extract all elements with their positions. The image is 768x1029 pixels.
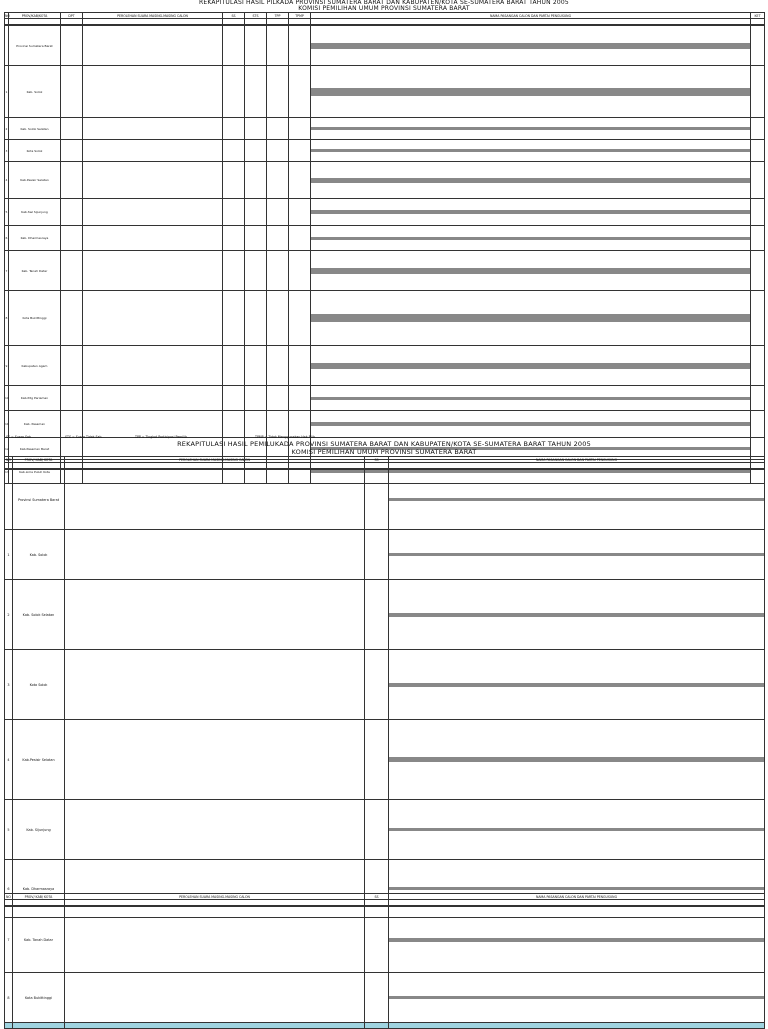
region-name: Kab.Pasaman Barat: [9, 438, 61, 460]
sheet2-table: [4, 456, 765, 469]
row-number: 13: [5, 460, 9, 484]
value-cell: [245, 162, 267, 199]
candidate-list: [311, 386, 751, 411]
candidate-list: [311, 66, 751, 118]
sheet2-header-no: NO: [6, 457, 11, 462]
sheet2-body: [4, 469, 765, 918]
value-cell: [289, 291, 311, 346]
candidate-list: [311, 251, 751, 291]
row-number: 8: [5, 291, 9, 346]
value-cell: [61, 291, 83, 346]
value-cell: [83, 251, 223, 291]
candidate-line: [389, 761, 764, 762]
value-cell: [267, 251, 289, 291]
value-cell: [267, 386, 289, 411]
value-cell: [61, 66, 83, 118]
region-name: Kabupaten Agam: [9, 346, 61, 386]
value-cell: [83, 226, 223, 251]
region-name: Kota Solok: [9, 140, 61, 162]
region-name: Kab. Dharmasraya: [9, 226, 61, 251]
value-cell: [223, 140, 245, 162]
highlighted-cell: [5, 1023, 13, 1029]
table-row: [5, 470, 765, 530]
region-name: Kab. Solok: [9, 66, 61, 118]
region-name: Provinsi Sumatera Barat: [9, 26, 61, 66]
sheet3-header-ss: SS: [365, 894, 389, 900]
sheet3-header-region: PROV/ KAB/ KOTA: [13, 894, 65, 900]
footnote-sts: STS = Suara Tidak Sah: [65, 435, 102, 439]
value-cell: [267, 66, 289, 118]
sheet3-table: [4, 893, 765, 906]
table-row: [5, 291, 765, 346]
footnote-tpp: TPP = Tingkat Partisipasi Pemilih: [135, 435, 188, 439]
vote-cell: [65, 800, 365, 860]
table-row: [5, 251, 765, 291]
candidate-list: [311, 291, 751, 346]
region-name: Kab.Pesisir Selatan: [13, 720, 65, 800]
table-row: [5, 346, 765, 386]
value-cell: [267, 226, 289, 251]
value-cell: [267, 162, 289, 199]
sheet1-title: REKAPITULASI HASIL PILKADA PROVINSI SUMATERA BARAT DAN KABUPATEN/KOTA SE-SUMATERA BARAT TAHUN 2005: [199, 0, 569, 6]
ket-cell: [751, 251, 765, 291]
vote-cell: [65, 720, 365, 800]
recap-sheet-2: [0, 440, 768, 918]
vote-cell: [65, 650, 365, 720]
sheet1-header-tpp: TPP: [267, 13, 289, 19]
row-number: [5, 470, 13, 530]
ss-cell: [365, 907, 389, 973]
region-name: Kota Solok: [13, 650, 65, 720]
recap-sheet-3: [0, 893, 768, 1029]
value-cell: [289, 118, 311, 140]
ket-cell: [751, 346, 765, 386]
highlighted-cell: [365, 1023, 389, 1029]
value-cell: [61, 140, 83, 162]
row-number: 3: [5, 140, 9, 162]
value-cell: [289, 26, 311, 66]
sheet1-header-candidates: NAMA PASANGAN CALON DAN PARTAI PENGUSUNG: [311, 13, 751, 19]
ket-cell: [751, 66, 765, 118]
row-number: 4: [5, 162, 9, 199]
row-number: 4: [5, 720, 13, 800]
candidate-line: [389, 500, 764, 501]
value-cell: [61, 346, 83, 386]
table-row: [5, 973, 765, 1023]
ss-cell: [365, 530, 389, 580]
ket-cell: [751, 162, 765, 199]
sheet2-title: REKAPITULASI HASIL PEMILUKADA PROVINSI SUMATERA BARAT DAN KABUPATEN/KOTA SE-SUMATERA BARAT TAHUN 2005: [177, 440, 591, 448]
vote-cell: [65, 973, 365, 1023]
region-name: Kota Bukittinggi: [13, 973, 65, 1023]
sheet1-header-region: PROV/KAB/KOTA: [9, 13, 61, 19]
value-cell: [245, 26, 267, 66]
highlighted-cell: [13, 1023, 65, 1029]
value-cell: [223, 386, 245, 411]
value-cell: [245, 226, 267, 251]
region-name: Kab. Solok Selatan: [9, 118, 61, 140]
ss-cell: [365, 973, 389, 1023]
row-number: 11: [5, 411, 9, 438]
table-row: [5, 720, 765, 800]
candidate-line: [311, 399, 750, 400]
row-number: 9: [5, 346, 9, 386]
value-cell: [289, 411, 311, 438]
candidate-line: [311, 368, 750, 369]
ss-cell: [365, 650, 389, 720]
candidate-list: [311, 199, 751, 226]
sheet1-table: [4, 12, 765, 25]
sheet2-header-ss: SS: [365, 457, 389, 463]
candidate-line: [311, 425, 750, 426]
ss-cell: [365, 720, 389, 800]
candidate-list: [389, 470, 765, 530]
sheet1-header-no: NO: [5, 13, 10, 18]
value-cell: [83, 346, 223, 386]
value-cell: [83, 118, 223, 140]
sheet3-header-no: NO: [6, 894, 11, 899]
row-number: 5: [5, 800, 13, 860]
table-row: [5, 199, 765, 226]
highlighted-cell: [389, 1023, 765, 1029]
candidate-list: [389, 530, 765, 580]
table-row: [5, 907, 765, 973]
footnote-tpmp: TPMP = Tidak Menggunakan Hak Pilih: [255, 435, 316, 439]
value-cell: [267, 411, 289, 438]
region-name: Kab.Pesisir Selatan: [9, 162, 61, 199]
candidate-line: [389, 555, 764, 556]
value-cell: [61, 411, 83, 438]
value-cell: [267, 199, 289, 226]
candidate-line: [389, 889, 764, 890]
candidate-line: [311, 273, 750, 274]
ket-cell: [751, 140, 765, 162]
candidate-line: [311, 213, 750, 214]
candidate-line: [389, 941, 764, 942]
region-name: Kab. Pasaman: [9, 411, 61, 438]
value-cell: [223, 118, 245, 140]
row-number: 5: [5, 199, 9, 226]
vote-cell: [65, 530, 365, 580]
ket-cell: [751, 386, 765, 411]
region-name: Kota Bukittinggi: [9, 291, 61, 346]
ss-cell: [365, 470, 389, 530]
row-number: 1: [5, 66, 9, 118]
value-cell: [289, 251, 311, 291]
value-cell: [223, 346, 245, 386]
ket-cell: [751, 199, 765, 226]
candidate-list: [311, 26, 751, 66]
value-cell: [223, 199, 245, 226]
value-cell: [267, 118, 289, 140]
ket-cell: [751, 411, 765, 438]
sheet1-header-ss: SS: [223, 13, 245, 19]
region-name: Kab. Tanah Datar: [13, 907, 65, 973]
value-cell: [83, 199, 223, 226]
row-number: 1: [5, 530, 13, 580]
value-cell: [223, 66, 245, 118]
sheet1-header-votes: PEROLEHAN SUARA MASING-MASING CALON: [83, 13, 223, 19]
value-cell: [245, 346, 267, 386]
highlighted-row: [5, 1023, 765, 1029]
candidate-line: [311, 182, 750, 183]
candidate-line: [311, 151, 750, 152]
table-row: [5, 26, 765, 66]
row-number: 3: [5, 650, 13, 720]
region-name: Kab. Solok Selatan: [13, 580, 65, 650]
value-cell: [245, 411, 267, 438]
row-number: 6: [5, 860, 13, 918]
region-name: Kab. Tanah Datar: [9, 251, 61, 291]
row-number: 2: [5, 580, 13, 650]
value-cell: [61, 199, 83, 226]
value-cell: [83, 66, 223, 118]
sheet1-body: [4, 25, 765, 484]
ss-cell: [365, 800, 389, 860]
row-number: 7: [5, 907, 13, 973]
vote-cell: [65, 580, 365, 650]
sheet3-body: [4, 906, 765, 1029]
region-name: Kab.Lima Puluh Kota: [9, 460, 61, 484]
value-cell: [61, 162, 83, 199]
value-cell: [61, 118, 83, 140]
value-cell: [245, 118, 267, 140]
highlighted-cell: [65, 1023, 365, 1029]
table-row: [5, 386, 765, 411]
table-row: [5, 530, 765, 580]
value-cell: [289, 140, 311, 162]
row-number: 8: [5, 973, 13, 1023]
candidate-list: [311, 226, 751, 251]
candidate-list: [311, 346, 751, 386]
value-cell: [61, 226, 83, 251]
value-cell: [83, 140, 223, 162]
value-cell: [223, 162, 245, 199]
sheet1-header-ket: KET: [751, 13, 765, 19]
table-row: [5, 140, 765, 162]
vote-cell: [65, 470, 365, 530]
value-cell: [61, 26, 83, 66]
value-cell: [289, 199, 311, 226]
row-number: 10: [5, 386, 9, 411]
row-number: 12: [5, 438, 9, 460]
candidate-line: [389, 830, 764, 831]
region-name: Kab.Pdg Pariaman: [9, 386, 61, 411]
sheet1-subtitle: KOMISI PEMILIHAN UMUM PROVINSI SUMATERA BARAT: [298, 5, 470, 12]
region-name: Kab.Swl Sijunjung: [9, 199, 61, 226]
value-cell: [267, 140, 289, 162]
table-row: [5, 411, 765, 438]
sheet1-header-dpt: DPT: [61, 13, 83, 19]
value-cell: [223, 411, 245, 438]
value-cell: [245, 386, 267, 411]
region-name: Kab. Dharmasraya: [13, 860, 65, 918]
table-row: [5, 650, 765, 720]
sheet2-header-votes: PEROLEHAN SUARA MASING-MASING CALON: [65, 457, 365, 463]
ket-cell: [751, 226, 765, 251]
candidate-list: [311, 118, 751, 140]
value-cell: [245, 291, 267, 346]
region-name: Kab. Sijunjung: [13, 800, 65, 860]
row-number: 2: [5, 118, 9, 140]
recap-sheet-1: [0, 0, 768, 484]
value-cell: [61, 251, 83, 291]
value-cell: [267, 346, 289, 386]
candidate-line: [389, 686, 764, 687]
sheet2-header-region: PROV/ KAB/ KOTA: [13, 457, 65, 463]
value-cell: [267, 26, 289, 66]
value-cell: [83, 291, 223, 346]
candidate-list: [311, 140, 751, 162]
value-cell: [289, 162, 311, 199]
value-cell: [267, 291, 289, 346]
table-row: [5, 800, 765, 860]
value-cell: [289, 386, 311, 411]
value-cell: [289, 226, 311, 251]
value-cell: [289, 346, 311, 386]
value-cell: [223, 251, 245, 291]
vote-cell: [65, 907, 365, 973]
value-cell: [289, 66, 311, 118]
value-cell: [83, 411, 223, 438]
region-name: Kab. Solok: [13, 530, 65, 580]
candidate-line: [311, 239, 750, 240]
value-cell: [83, 162, 223, 199]
ket-cell: [751, 118, 765, 140]
table-row: [5, 66, 765, 118]
candidate-list: [311, 411, 751, 438]
candidate-list: [389, 973, 765, 1023]
candidate-line: [311, 48, 750, 49]
sheet1-header-sts: STS: [245, 13, 267, 19]
value-cell: [245, 251, 267, 291]
table-row: [5, 226, 765, 251]
candidate-list: [389, 907, 765, 973]
value-cell: [245, 66, 267, 118]
row-number: 6: [5, 226, 9, 251]
ket-cell: [751, 291, 765, 346]
candidate-list: [389, 720, 765, 800]
value-cell: [245, 199, 267, 226]
value-cell: [223, 291, 245, 346]
candidate-line: [389, 616, 764, 617]
candidate-list: [311, 162, 751, 199]
value-cell: [245, 140, 267, 162]
candidate-list: [389, 650, 765, 720]
candidate-line: [311, 321, 750, 322]
candidate-line: [311, 129, 750, 130]
row-number: 7: [5, 251, 9, 291]
sheet1-header-tpmp: TPMP: [289, 13, 311, 19]
value-cell: [61, 386, 83, 411]
region-name: Provinsi Sumatera Barat: [13, 470, 65, 530]
table-row: [5, 580, 765, 650]
ss-cell: [365, 580, 389, 650]
sheet2-header-candidates: NAMA PASANGAN CALON DAN PARTAI PENGUSUNG: [389, 457, 765, 463]
value-cell: [223, 226, 245, 251]
value-cell: [83, 386, 223, 411]
sheet3-header-votes: PEROLEHAN SUARA MASING-MASING CALON: [65, 894, 365, 900]
candidate-list: [389, 800, 765, 860]
value-cell: [223, 26, 245, 66]
candidate-line: [311, 95, 750, 96]
sheet3-header-candidates: NAMA PASANGAN CALON DAN PARTAI PENGUSUNG: [389, 894, 765, 900]
candidate-list: [389, 580, 765, 650]
ket-cell: [751, 26, 765, 66]
candidate-line: [389, 998, 764, 999]
footnote-ss: SS = Suara Sah: [6, 435, 32, 439]
table-row: [5, 162, 765, 199]
sheet2-subtitle: KOMISI PEMILIHAN UMUM PROVINSI SUMATERA BARAT: [291, 448, 477, 456]
table-row: [5, 118, 765, 140]
value-cell: [83, 26, 223, 66]
